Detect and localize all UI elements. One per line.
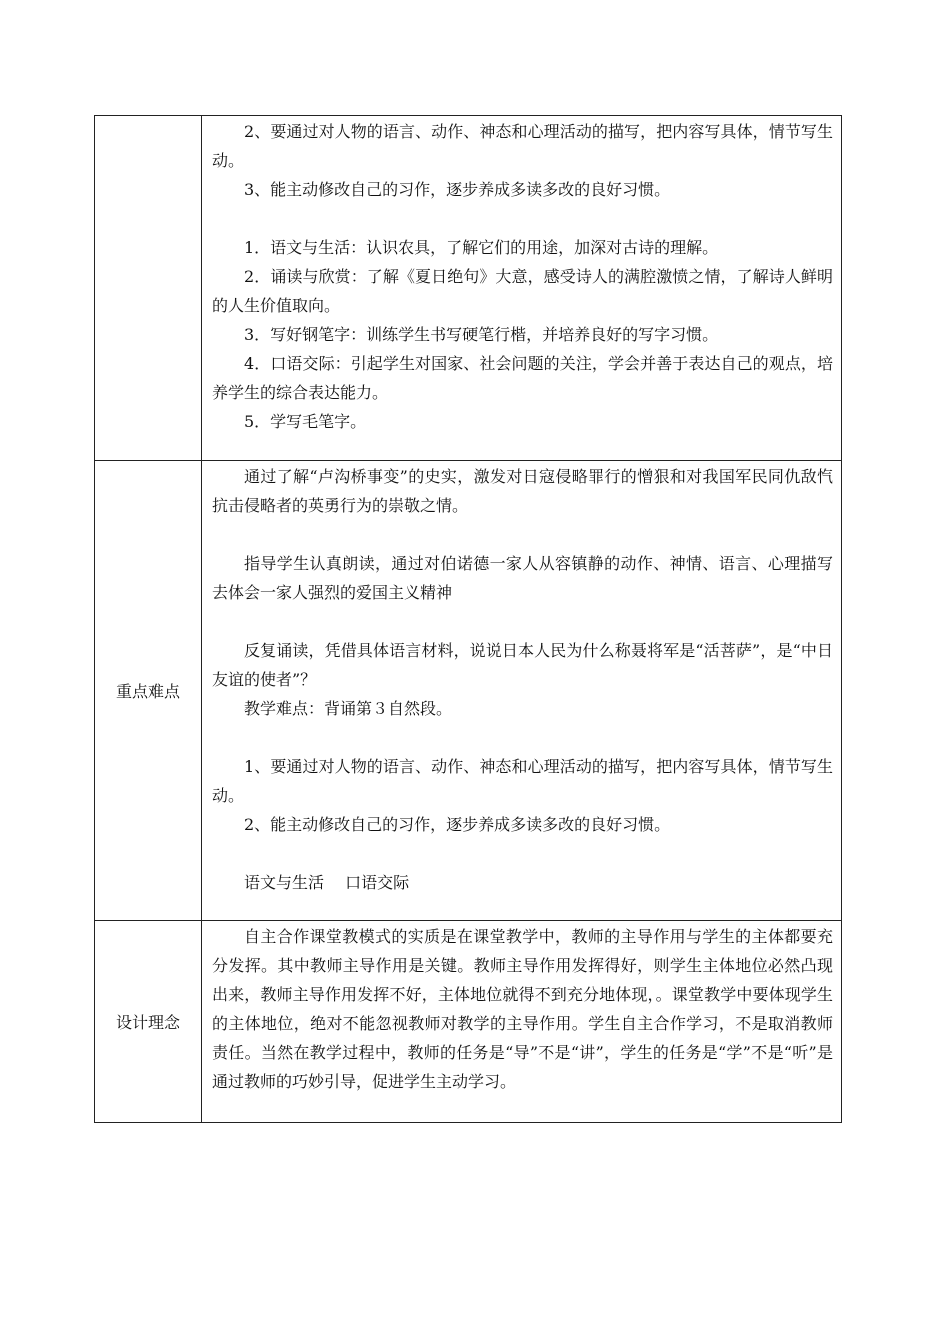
row-label-design-concept: 设计理念 [95,921,202,1123]
lesson-plan-table [94,115,842,1123]
table-row [95,461,842,921]
row-label-key-difficulties: 重点难点 [95,461,202,921]
paragraph: 自主合作课堂教模式的实质是在课堂教学中，教师的主导作用与学生的主体都要充分发挥。其中教师主导作用是关键。教师主导作用发挥得好，则学生主体地位必然凸现出来，教师主导作用发挥不好，主体地位就得不到充分地体现，。课堂教学中要体现学生的主体地位，绝对不能忽视教师对教学的主导作用。学生自主合作学习，不是取消教师责任。当然在教学过程中，教师的任务是“导”不是“讲”，学生的任务是“学”不是“听”是通过教师的巧妙引导，促进学生主动学习。 [212,927,833,1091]
paragraph: 1．语文与生活：认识农具，了解它们的用途，加深对古诗的理解。 [244,238,719,257]
paragraph: 2、要通过对人物的语言、动作、神态和心理活动的描写，把内容写具体，情节写生动。 [212,122,833,170]
paragraph: 5．学写毛笔字。 [244,412,367,431]
paragraph: 2、能主动修改自己的习作，逐步养成多读多改的良好习惯。 [244,815,671,834]
paragraph: 指导学生认真朗读，通过对伯诺德一家人从容镇静的动作、神情、语言、心理描写去体会一家人强烈的爱国主义精神 [212,554,833,602]
paragraph: 4．口语交际：引起学生对国家、社会问题的关注，学会并善于表达自己的观点，培养学生的综合表达能力。 [212,354,833,402]
paragraph: 2．诵读与欣赏：了解《夏日绝句》大意，感受诗人的满腔激愤之情，了解诗人鲜明的人生价值取向。 [212,267,833,315]
paragraph: 教学难点：背诵第３自然段。 [244,699,453,718]
table-row [95,921,842,1123]
paragraph: 3．写好钢笔字：训练学生书写硬笔行楷，并培养良好的写字习惯。 [244,325,719,344]
paragraph: 通过了解“卢沟桥事变”的史实，激发对日寇侵略罪行的憎狠和对我国军民同仇敌忾抗击侵略者的英勇行为的崇敬之情。 [212,467,833,515]
row-label [95,116,202,461]
paragraph: 反复诵读，凭借具体语言材料，说说日本人民为什么称聂将军是“活菩萨”，是“中日友谊的使者”？ [212,641,833,689]
paragraph: 3、能主动修改自己的习作，逐步养成多读多改的良好习惯。 [244,180,671,199]
paragraph: 1、要通过对人物的语言、动作、神态和心理活动的描写，把内容写具体，情节写生动。 [212,757,833,805]
paragraph: 语文与生活 口语交际 [244,873,410,892]
table-row [95,116,842,461]
row-content [202,116,842,461]
row-content [202,461,842,921]
row-content [202,921,842,1123]
